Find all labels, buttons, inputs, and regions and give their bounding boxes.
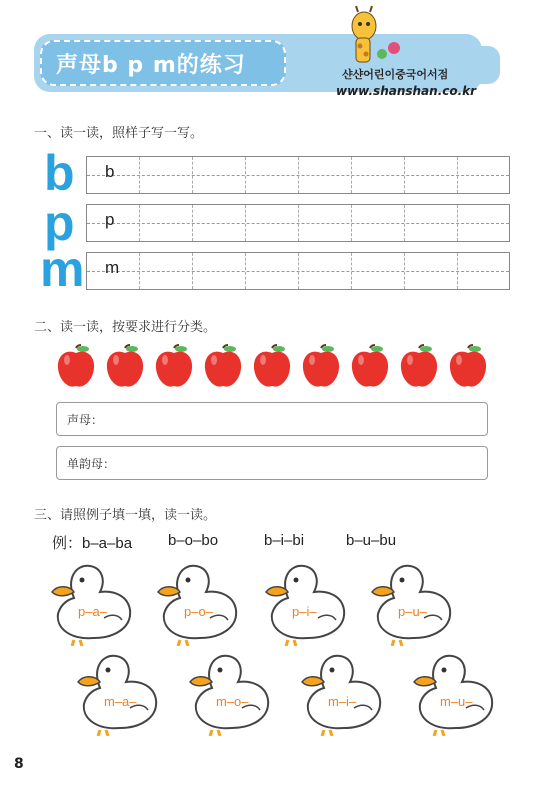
page-number: 8 [14, 756, 24, 772]
apple-icon [448, 344, 488, 390]
apple-icon [399, 344, 439, 390]
apple-9 [448, 344, 513, 390]
sample-letter-p: p [105, 210, 115, 229]
duck-m-4 [406, 648, 496, 736]
apple-8 [399, 344, 439, 390]
apple-icon [105, 344, 145, 390]
section2-heading: 二、读一读，按要求进行分类。 [34, 320, 217, 335]
apple-icon [56, 344, 96, 390]
duck-icon [364, 558, 454, 646]
section1-heading: 一、读一读，照样子写一写。 [34, 126, 204, 141]
header-tab [440, 46, 500, 84]
duck-label: p–u– [398, 604, 427, 619]
duck-label: p–i– [292, 604, 317, 619]
duck-m-1 [70, 648, 160, 736]
consonant-answer-box[interactable] [56, 402, 488, 436]
example-bo: b–o–bo [168, 532, 219, 549]
duck-m-2 [182, 648, 272, 736]
duck-label: m–i– [328, 694, 357, 709]
duck-p-2 [150, 558, 240, 646]
vowel-answer-box[interactable] [56, 446, 488, 480]
giraffe-mascot-icon [334, 4, 414, 66]
writing-grid-b[interactable] [86, 156, 510, 194]
watermark-store-name: 샨샨어린이중국어서점 [342, 68, 449, 81]
apple-icon [350, 344, 390, 390]
apple-row [56, 344, 513, 390]
apple-5 [252, 344, 292, 390]
consonant-box-label: 声母： [67, 413, 104, 427]
apple-4 [203, 344, 243, 390]
sample-letter-b: b [105, 162, 115, 181]
apple-1 [56, 344, 96, 390]
apple-icon [301, 344, 341, 390]
vowel-box-label: 单韵母： [67, 457, 116, 471]
big-letter-m: m [40, 241, 85, 297]
duck-exercise-area [0, 552, 550, 742]
example-ba: 例：b–a–ba [52, 535, 133, 552]
apple-letter: ü [502, 357, 513, 377]
apple-icon [252, 344, 292, 390]
writing-grid-p[interactable] [86, 204, 510, 242]
apple-icon [154, 344, 194, 390]
example-bu: b–u–bu [346, 532, 397, 549]
big-letter-b: b [44, 145, 75, 201]
duck-icon [182, 648, 272, 736]
writing-grid-m[interactable] [86, 252, 510, 290]
apple-7 [350, 344, 390, 390]
duck-label: m–u– [440, 694, 473, 709]
duck-p-4 [364, 558, 454, 646]
page-title: 声母b p m的练习 [56, 53, 246, 78]
section3-heading: 三、请照例子填一填，读一读。 [34, 508, 217, 523]
duck-p-1 [44, 558, 134, 646]
sample-letter-m: m [105, 258, 120, 277]
duck-label: p–o– [184, 604, 213, 619]
duck-label: m–o– [216, 694, 249, 709]
apple-6 [301, 344, 341, 390]
duck-icon [406, 648, 496, 736]
duck-p-3 [258, 558, 348, 646]
example-bi: b–i–bi [264, 532, 305, 549]
watermark-url: www.shanshan.co.kr [336, 84, 477, 98]
duck-label: p–a– [78, 604, 107, 619]
duck-icon [44, 558, 134, 646]
duck-m-3 [294, 648, 384, 736]
apple-3 [154, 344, 194, 390]
duck-icon [294, 648, 384, 736]
apple-icon [203, 344, 243, 390]
duck-icon [150, 558, 240, 646]
duck-label: m–a– [104, 694, 137, 709]
apple-2 [105, 344, 145, 390]
duck-icon [258, 558, 348, 646]
duck-icon [70, 648, 160, 736]
big-letter-p: p [44, 195, 75, 251]
